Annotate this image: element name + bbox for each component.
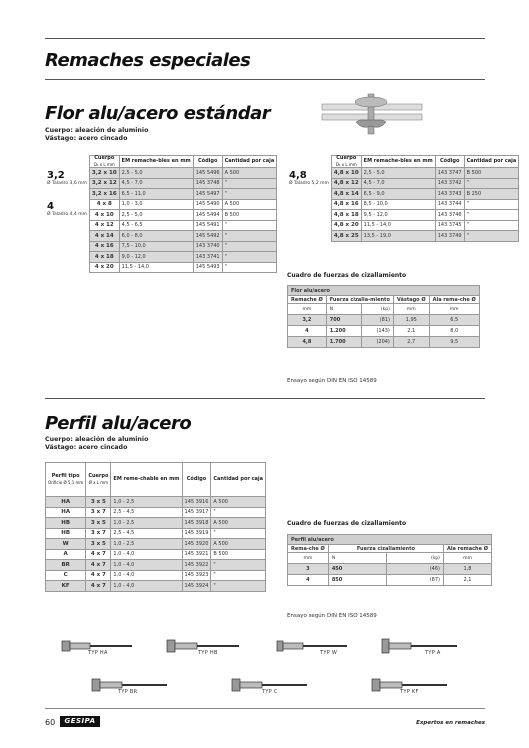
cell-size: 4,8 x 14 <box>331 189 361 200</box>
force-title-2: Cuadro de fuerzas de cizallamiento <box>287 520 407 527</box>
fz2-u-mm3: mm <box>443 553 491 564</box>
cell-ala: 6,5 <box>429 315 479 326</box>
col-codigo: Código <box>193 156 222 168</box>
fz1-h-fuerza: Fuerza cizalla-miento <box>326 296 393 304</box>
cell-em: 2,5 - 5,0 <box>119 210 193 221</box>
cell-rem: 3,2 <box>288 315 327 326</box>
cell-qty: B 500 <box>211 549 266 560</box>
page-number: 60 <box>45 718 56 727</box>
cell-code: 145 3920 <box>182 539 211 550</box>
flor-table-left-body <box>45 168 277 273</box>
cell-em: 2,5 - 5,0 <box>361 168 435 179</box>
cell-em: 6,5 - 9,0 <box>361 189 435 200</box>
cell-em: 11,5 - 14,0 <box>361 220 435 231</box>
col-cantidad: Cantidad por caja <box>211 463 266 497</box>
cell-em: 1,0 - 4,0 <box>111 581 182 592</box>
cell-qty: " <box>464 220 519 231</box>
cell-vast: 1,95 <box>393 315 429 326</box>
cell-em: 9,0 - 12,0 <box>119 252 193 263</box>
cell-code: 143 3746 <box>435 210 464 221</box>
force-table-1-title: Flor alu/acero <box>288 286 480 296</box>
cell-code: 145 3919 <box>182 528 211 539</box>
fz1-u-mm2: mm <box>393 304 429 315</box>
force-table-1 <box>287 285 480 348</box>
cell-size: 4,8 x 20 <box>331 220 361 231</box>
col-cantidad: Cantidad por caja <box>464 156 519 168</box>
flor-table-left <box>45 155 277 273</box>
cell-qty: " <box>222 220 277 231</box>
table-row <box>288 315 480 326</box>
cell-em: 2,5 - 4,5 <box>111 507 182 518</box>
rivet-flower-illustration <box>320 90 430 138</box>
fz2-u-mm: mm <box>288 553 329 564</box>
cell-size: 4 x 7 <box>86 581 111 592</box>
cell-size: 4,8 x 18 <box>331 210 361 221</box>
cell-em: 1,0 - 4,0 <box>111 549 182 560</box>
cell-ala: 2,1 <box>443 575 491 586</box>
cell-em: 2,5 - 4,5 <box>111 528 182 539</box>
fz2-h-rem: Rema-che Ø <box>288 545 329 553</box>
force-table-1-body <box>288 315 480 348</box>
cell-em: 6,5 - 11,0 <box>119 189 193 200</box>
cell-qty: A 500 <box>211 518 266 529</box>
cell-qty: " <box>222 241 277 252</box>
cell-kp: (204) <box>362 337 394 348</box>
top-rule <box>45 38 485 39</box>
cell-code: 145 5494 <box>193 210 222 221</box>
cell-qty: " <box>464 199 519 210</box>
cell-size: 4 x 7 <box>86 560 111 571</box>
table-row <box>288 337 480 348</box>
cell-size: 4 x 8 <box>89 199 119 210</box>
cell-code: 145 5493 <box>193 262 222 273</box>
section1-title: Flor alu/acero estándar <box>45 103 271 124</box>
cell-type: KF <box>46 581 86 592</box>
col-cuerpo: Cuerpo D₁ x L mm <box>89 156 119 168</box>
cell-qty: " <box>211 560 266 571</box>
cell-em: 1,0 - 4,0 <box>111 560 182 571</box>
cell-size: 4 x 18 <box>89 252 119 263</box>
blank-header-cell <box>287 156 331 168</box>
cell-size: 4 x 10 <box>89 210 119 221</box>
cell-em: 2,5 - 5,0 <box>119 168 193 179</box>
table-row <box>46 507 266 518</box>
fz1-h-ala: Ala rema-che Ø <box>429 296 479 304</box>
cell-code: 143 3742 <box>435 178 464 189</box>
table-row <box>46 581 266 592</box>
fz2-u-kp: (kp) <box>386 553 443 564</box>
cell-size: 4,8 x 25 <box>331 231 361 242</box>
table-row <box>46 560 266 571</box>
cell-code: 145 3748 <box>193 178 222 189</box>
cell-em: 4,5 - 7,0 <box>119 178 193 189</box>
cell-code: 145 3924 <box>182 581 211 592</box>
cell-qty: B 250 <box>464 189 519 200</box>
diameter-group <box>287 168 331 242</box>
cell-qty: " <box>211 507 266 518</box>
cell-qty: " <box>464 178 519 189</box>
section2-title: Perfil alu/acero <box>45 413 192 434</box>
col-em: EM reme-chable en mm <box>111 463 182 497</box>
cell-qty: B 500 <box>222 210 277 221</box>
cell-qty: " <box>222 189 277 200</box>
brand-logo: GESIPA <box>60 716 100 727</box>
cell-code: 145 3922 <box>182 560 211 571</box>
cell-code: 143 3743 <box>435 189 464 200</box>
cell-n: 700 <box>326 315 361 326</box>
label-typ-a: TYP A <box>425 650 441 656</box>
cell-qty: A 500 <box>211 539 266 550</box>
cell-kp: (87) <box>386 575 443 586</box>
col-cuerpo: Cuerpo Ø x L mm <box>86 463 111 497</box>
cell-rem: 4,8 <box>288 337 327 348</box>
page-title: Remaches especiales <box>45 50 251 71</box>
section2-body-material: Cuerpo: aleación de aluminio <box>45 436 149 443</box>
table-row <box>288 575 492 586</box>
col-codigo: Código <box>182 463 211 497</box>
section2-rule <box>45 398 485 399</box>
col-em: EM remache-bles en mm <box>361 156 435 168</box>
col-perfil: Perfil tipo Orificio Ø 5,1 mm <box>46 463 86 497</box>
cell-qty: " <box>211 528 266 539</box>
cell-size: 4,8 x 10 <box>331 168 361 179</box>
diameter-value: 4,8 <box>289 169 307 181</box>
cell-code: 145 5492 <box>193 231 222 242</box>
fz1-u-n: N <box>326 304 361 315</box>
fz2-h-ala: Ala remache Ø <box>443 545 491 553</box>
cell-n: 450 <box>328 564 386 575</box>
perfil-table <box>45 462 266 592</box>
cell-em: 4,5 - 6,5 <box>119 220 193 231</box>
fz1-h-vast: Vástago Ø <box>393 296 429 304</box>
cell-code: 145 3921 <box>182 549 211 560</box>
flor-table-right <box>287 155 519 242</box>
cell-n: 850 <box>328 575 386 586</box>
table-row <box>46 570 266 581</box>
cell-type: HA <box>46 507 86 518</box>
cell-qty: A 500 <box>211 497 266 508</box>
cell-qty: " <box>464 231 519 242</box>
section2-shank-material: Vástago: acero cincado <box>45 444 128 451</box>
drill-note: Ø Taladro 3,6 mm <box>47 180 87 186</box>
table-row <box>45 199 277 210</box>
cell-em: 8,5 - 10,0 <box>361 199 435 210</box>
cell-type: BR <box>46 560 86 571</box>
cell-size: 4 x 7 <box>86 549 111 560</box>
label-typ-c: TYP C <box>262 689 278 695</box>
cell-vast: 2,7 <box>393 337 429 348</box>
fz1-h-rem: Remache Ø <box>288 296 327 304</box>
cell-em: 9,5 - 12,0 <box>361 210 435 221</box>
fz1-u-mm3: mm <box>429 304 479 315</box>
cell-code: 143 3740 <box>193 241 222 252</box>
cell-size: 4 x 12 <box>89 220 119 231</box>
col-codigo: Código <box>435 156 464 168</box>
cell-em: 1,0 - 3,0 <box>119 199 193 210</box>
ensayo-note-1: Ensayo según DIN EN ISO 14589 <box>287 378 377 384</box>
label-typ-ha: TYP HA <box>88 650 108 656</box>
cell-type: HB <box>46 528 86 539</box>
cell-type: HB <box>46 518 86 529</box>
cell-kp: (81) <box>362 315 394 326</box>
cell-size: 3 x 7 <box>86 507 111 518</box>
cell-code: 143 3741 <box>193 252 222 263</box>
cell-type: W <box>46 539 86 550</box>
cell-code: 145 5497 <box>193 189 222 200</box>
cell-n: 1.200 <box>326 326 361 337</box>
force-table-2 <box>287 534 492 586</box>
fz2-u-n: N <box>328 553 386 564</box>
table-row <box>46 528 266 539</box>
fz2-h-fuerza: Fuerza cizallamiento <box>328 545 443 553</box>
cell-qty: B 500 <box>464 168 519 179</box>
cell-vast: 2,1 <box>393 326 429 337</box>
force-title-1: Cuadro de fuerzas de cizallamiento <box>287 272 407 279</box>
title-rule <box>45 79 485 80</box>
cell-size: 3 x 7 <box>86 528 111 539</box>
label-typ-br: TYP BR <box>118 689 138 695</box>
footer-rule <box>45 708 485 709</box>
cell-code: 143 3744 <box>435 199 464 210</box>
cell-size: 4,8 x 16 <box>331 199 361 210</box>
cell-em: 1,0 - 2,5 <box>111 539 182 550</box>
blank-header-cell <box>45 156 89 168</box>
cell-qty: " <box>211 581 266 592</box>
cell-code: 145 3917 <box>182 507 211 518</box>
cell-kp: (143) <box>362 326 394 337</box>
drill-note: Ø Taladro 5,2 mm <box>289 180 329 186</box>
cell-qty: " <box>222 252 277 263</box>
section1-body-material: Cuerpo: aleación de aluminio <box>45 127 149 134</box>
fz1-u-kp: (kp) <box>362 304 394 315</box>
cell-qty: " <box>464 210 519 221</box>
cell-em: 4,5 - 7,0 <box>361 178 435 189</box>
cell-size: 3,2 x 12 <box>89 178 119 189</box>
cell-code: 145 5490 <box>193 199 222 210</box>
cell-rem: 3 <box>288 564 329 575</box>
force-table-2-body <box>288 564 492 586</box>
cell-size: 4,8 x 12 <box>331 178 361 189</box>
cell-em: 7,5 - 10,0 <box>119 241 193 252</box>
cell-code: 145 5496 <box>193 168 222 179</box>
cell-type: C <box>46 570 86 581</box>
col-cantidad: Cantidad por caja <box>222 156 277 168</box>
cell-size: 3 x 5 <box>86 497 111 508</box>
cell-rem: 4 <box>288 575 329 586</box>
col-em: EM remache-bles en mm <box>119 156 193 168</box>
cell-em: 11,5 - 14,0 <box>119 262 193 273</box>
label-typ-kf: TYP KF <box>400 689 419 695</box>
cell-size: 4 x 7 <box>86 570 111 581</box>
drill-note: Ø Taladro 4,4 mm <box>47 212 87 217</box>
table-row <box>46 518 266 529</box>
col-cuerpo: Cuerpo D₁ x L mm <box>331 156 361 168</box>
force-table-2-title: Perfil alu/acero <box>288 535 492 545</box>
ensayo-note-2: Ensayo según DIN EN ISO 14589 <box>287 613 377 619</box>
cell-code: 143 3749 <box>435 231 464 242</box>
cell-qty: A 500 <box>222 168 277 179</box>
diameter-value: 4 <box>47 201 54 212</box>
cell-qty: " <box>222 231 277 242</box>
rivet-a-drawing <box>382 639 457 653</box>
cell-size: 4 x 14 <box>89 231 119 242</box>
cell-type: A <box>46 549 86 560</box>
table-row <box>46 539 266 550</box>
section1-shank-material: Vástago: acero cincado <box>45 135 128 142</box>
cell-qty: " <box>222 262 277 273</box>
cell-code: 145 3916 <box>182 497 211 508</box>
label-typ-hb: TYP HB <box>198 650 218 656</box>
cell-ala: 8,0 <box>429 326 479 337</box>
perfil-table-body <box>46 497 266 592</box>
cell-type: HA <box>46 497 86 508</box>
cell-code: 145 5491 <box>193 220 222 231</box>
cell-kp: (46) <box>386 564 443 575</box>
cell-size: 4 x 20 <box>89 262 119 273</box>
table-row <box>46 497 266 508</box>
diameter-group <box>45 199 89 273</box>
table-row <box>288 564 492 575</box>
cell-qty: " <box>222 178 277 189</box>
cell-em: 13,5 - 19,0 <box>361 231 435 242</box>
cell-code: 143 3747 <box>435 168 464 179</box>
cell-size: 3 x 5 <box>86 539 111 550</box>
fz1-u-mm: mm <box>288 304 327 315</box>
cell-ala: 9,5 <box>429 337 479 348</box>
cell-code: 145 3923 <box>182 570 211 581</box>
cell-qty: A 500 <box>222 199 277 210</box>
footer-tagline: Expertos en remaches <box>416 720 485 726</box>
cell-qty: " <box>211 570 266 581</box>
cell-size: 4 x 16 <box>89 241 119 252</box>
cell-n: 1.700 <box>326 337 361 348</box>
cell-em: 1,0 - 2,5 <box>111 518 182 529</box>
table-row <box>46 549 266 560</box>
table-row <box>45 168 277 179</box>
cell-size: 3,2 x 16 <box>89 189 119 200</box>
cell-code: 145 3918 <box>182 518 211 529</box>
cell-code: 143 3745 <box>435 220 464 231</box>
cell-size: 3,2 x 10 <box>89 168 119 179</box>
diameter-group <box>45 168 89 200</box>
cell-em: 1,0 - 2,5 <box>111 497 182 508</box>
cell-rem: 4 <box>288 326 327 337</box>
table-row <box>287 168 519 179</box>
cell-size: 3 x 5 <box>86 518 111 529</box>
label-typ-w: TYP W <box>320 650 338 656</box>
cell-em: 1,0 - 4,0 <box>111 570 182 581</box>
table-row <box>288 326 480 337</box>
diameter-value: 3,2 <box>47 169 65 181</box>
cell-ala: 1,8 <box>443 564 491 575</box>
cell-em: 6,0 - 8,0 <box>119 231 193 242</box>
flor-table-right-body <box>287 168 519 242</box>
